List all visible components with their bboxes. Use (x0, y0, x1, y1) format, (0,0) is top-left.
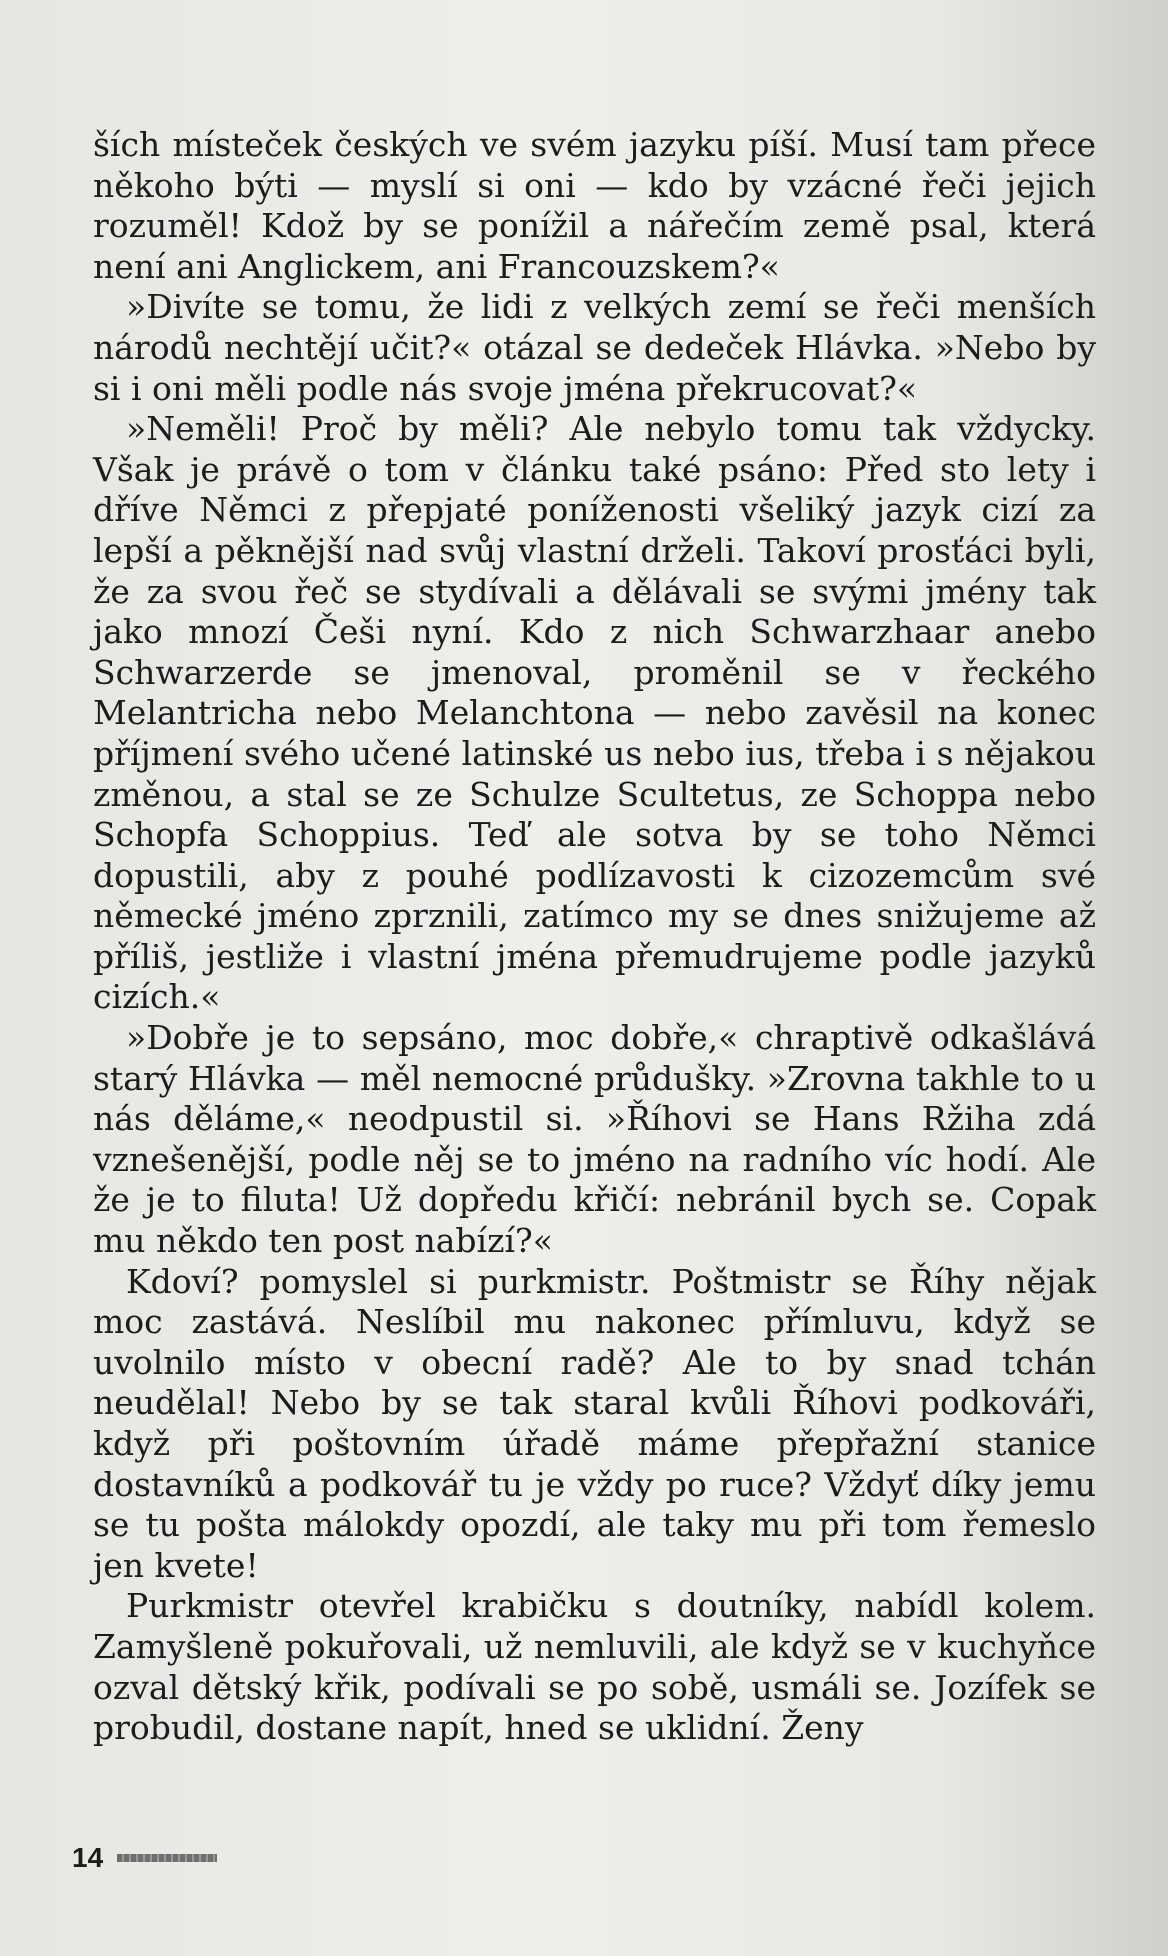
page-footer (72, 1842, 217, 1874)
page-number: 14 (72, 1842, 104, 1873)
paragraph-3: »Neměli! Proč by měli? Ale nebylo tomu tak vždycky. Však je právě o tom v článku také psáno: Před sto lety i dříve Němci z přepjaté poníženosti všeliký jazyk cizí za lepší a pěknější nad svůj vlastní drželi. Takoví prosťáci byli, že za svou řeč se stydívali a dělávali se svými jmény tak jako mnozí Češi nyní. Kdo z nich Schwarzhaar anebo Schwarzerde se jmenoval, proměnil se v řeckého Melantricha nebo Melanchtona — nebo zavěsil na konec příjmení svého učené latinské us nebo ius, třeba i s nějakou změnou, a stal se ze Schulze Scultetus, ze Schoppa nebo Schopfa Schoppius. Teď ale sotva by se toho Němci dopustili, aby z pouhé podlízavosti k cizozemcům své německé jméno zprznili, zatímco my se dnes snižujeme až příliš, jestliže i vlastní jména přemudrujeme podle jazyků cizích.« (93, 409, 1096, 1017)
paragraph-5: Kdoví? pomyslel si purkmistr. Poštmistr se Říhy nějak moc zastává. Neslíbil mu nakonec přímluvu, když se uvolnilo místo v obecní radě? Ale to by snad tchán neudělal! Nebo by se tak staral kvůli Říhovi podkováři, když při poštovním úřadě máme přepřažní stanice dostavníků a podkovář tu je vždy po ruce? Vždyť díky jemu se tu pošta málokdy opozdí, ale taky mu při tom řemeslo jen kvete! (93, 1261, 1096, 1585)
paragraph-2: »Divíte se tomu, že lidi z velkých zemí se řeči menších národů nechtějí učit?« otázal se dedeček Hlávka. »Nebo by si i oni měli podle nás svoje jména překrucovat?« (93, 287, 1096, 408)
paragraph-6: Purkmistr otevřel krabičku s doutníky, nabídl kolem. Zamyšleně pokuřovali, už nemluvili, ale když se v kuchyňce ozval dětský křik, podívali se po sobě, usmáli se. Jozífek se probudil, dostane napít, hned se uklidní. Ženy (93, 1586, 1096, 1748)
footer-ornament (117, 1854, 217, 1862)
paragraph-1: ších místeček českých ve svém jazyku píší. Musí tam přece někoho býti — myslí si oni — kdo by vzácné řeči jejich rozuměl! Kdož by se ponížil a nářečím země psal, která není ani Anglickem, ani Francouzskem?« (93, 125, 1096, 286)
paragraph-4: »Dobře je to sepsáno, moc dobře,« chraptivě odkašlává starý Hlávka — měl nemocné průdušky. »Zrovna takhle to u nás děláme,« neodpustil si. »Říhovi se Hans Ržiha zdá vznešenější, podle něj se to jméno na radního víc hodí. Ale že je to filuta! Už dopředu křičí: nebránil bych se. Copak mu někdo ten post nabízí?« (93, 1018, 1096, 1261)
body-text (93, 125, 1096, 1749)
